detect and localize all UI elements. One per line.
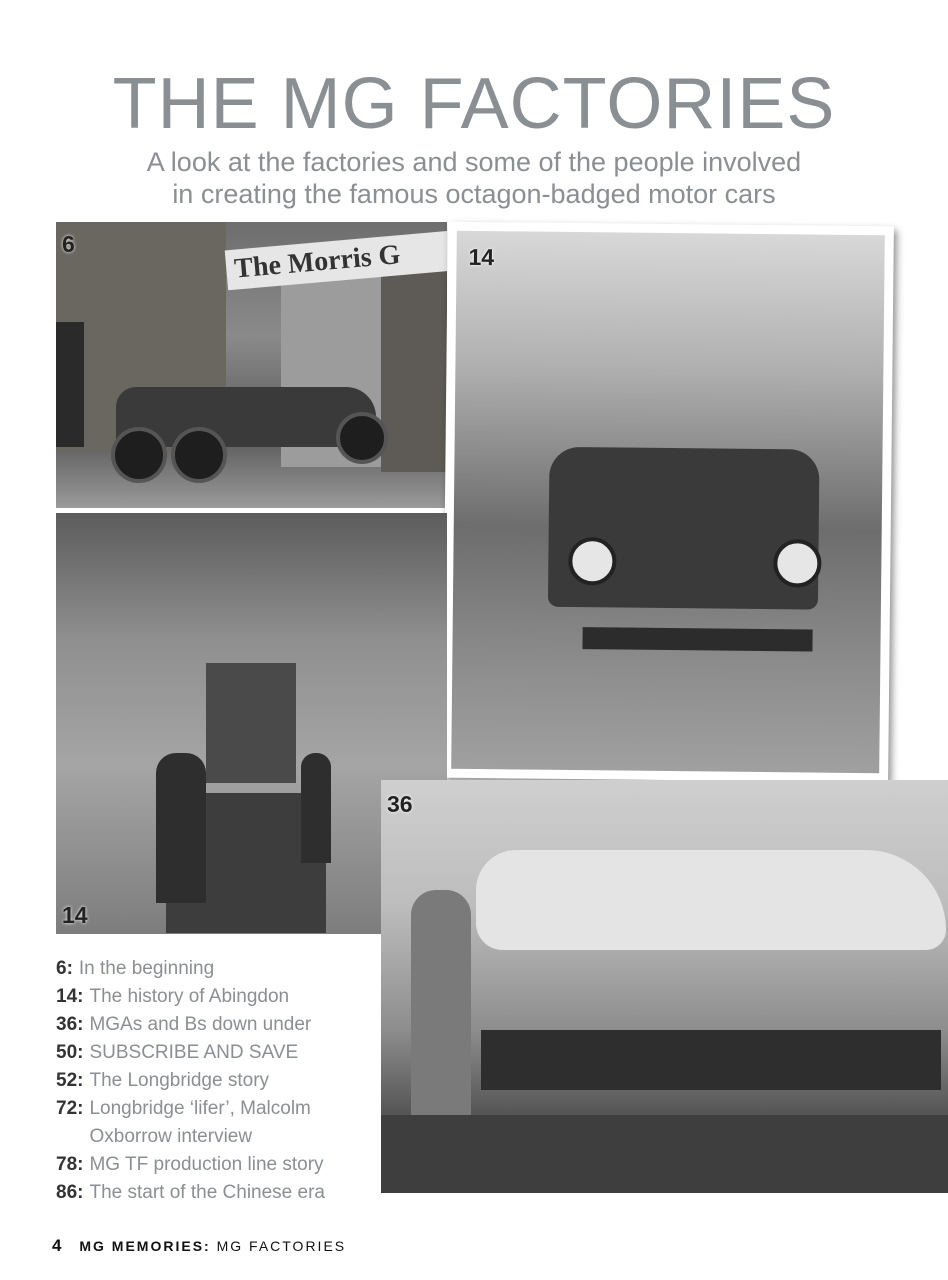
page-footer: [52, 1236, 346, 1256]
morris-garage-sign: The Morris G: [225, 230, 447, 291]
photo-abingdon-production-line: [451, 231, 885, 773]
car-wheel: [111, 427, 167, 483]
car-wheel: [171, 427, 227, 483]
contents-list: [56, 955, 376, 1207]
contents-item[interactable]: [56, 1179, 376, 1207]
contents-item[interactable]: [56, 1095, 376, 1151]
contents-title: SUBSCRIBE AND SAVE: [89, 1042, 299, 1063]
contents-title: MG TF production line story: [89, 1154, 324, 1175]
headlight: [568, 537, 617, 586]
chassis: [206, 663, 296, 783]
contents-item[interactable]: [56, 1011, 376, 1039]
contents-title: The Longbridge story: [89, 1070, 270, 1091]
assembly-track: [381, 1115, 948, 1193]
contents-page: 14:: [56, 986, 84, 1007]
contents-page: 72:: [56, 1098, 84, 1119]
contents-item[interactable]: [56, 1039, 376, 1067]
contents-page: 52:: [56, 1070, 84, 1091]
photo-page-label: 36: [387, 791, 413, 817]
brick-pillar: [381, 252, 447, 472]
chassis: [481, 1030, 941, 1090]
contents-page: 78:: [56, 1154, 84, 1175]
contents-title: MGAs and Bs down under: [89, 1014, 312, 1035]
photo-page-label: 14: [468, 243, 495, 271]
photo-page-label: 14: [62, 902, 88, 928]
doorway: [56, 322, 84, 447]
car-body: [548, 447, 820, 610]
contents-page: 86:: [56, 1182, 84, 1203]
subtitle-line: A look at the factories and some of the people involved: [146, 147, 802, 177]
subtitle-line: in creating the famous octagon-badged motor cars: [172, 179, 776, 209]
page-subtitle: [0, 146, 948, 210]
photo-mg-body-on-chassis: [381, 780, 948, 1193]
contents-item[interactable]: [56, 1151, 376, 1179]
page-title: THE MG FACTORIES: [112, 64, 836, 144]
contents-title: The history of Abingdon: [89, 986, 290, 1007]
contents-item[interactable]: [56, 1067, 376, 1095]
car-wheel: [336, 412, 388, 464]
contents-title: In the beginning: [78, 958, 215, 979]
headlight: [773, 539, 822, 588]
section-name: MG FACTORIES: [216, 1238, 347, 1254]
contents-page: 6:: [56, 958, 73, 979]
car-bodyshell: [476, 850, 946, 950]
contents-page: 36:: [56, 1014, 84, 1035]
photo-frame: [442, 222, 894, 783]
photo-page-label: 6: [62, 231, 75, 257]
magazine-name: MG MEMORIES:: [79, 1238, 211, 1254]
page-number: 4: [52, 1236, 62, 1255]
contents-page: 50:: [56, 1042, 84, 1063]
contents-title: The start of the Chinese era: [89, 1182, 325, 1203]
worker: [156, 753, 206, 903]
photo-morris-garage-1920s: [56, 222, 447, 508]
contents-item[interactable]: [56, 983, 376, 1011]
worker: [411, 890, 471, 1130]
trolley: [582, 627, 812, 651]
worker: [301, 753, 331, 863]
contents-title: Longbridge ‘lifer’, Malcolm Oxborrow interview: [89, 1098, 311, 1147]
contents-item[interactable]: [56, 955, 376, 983]
